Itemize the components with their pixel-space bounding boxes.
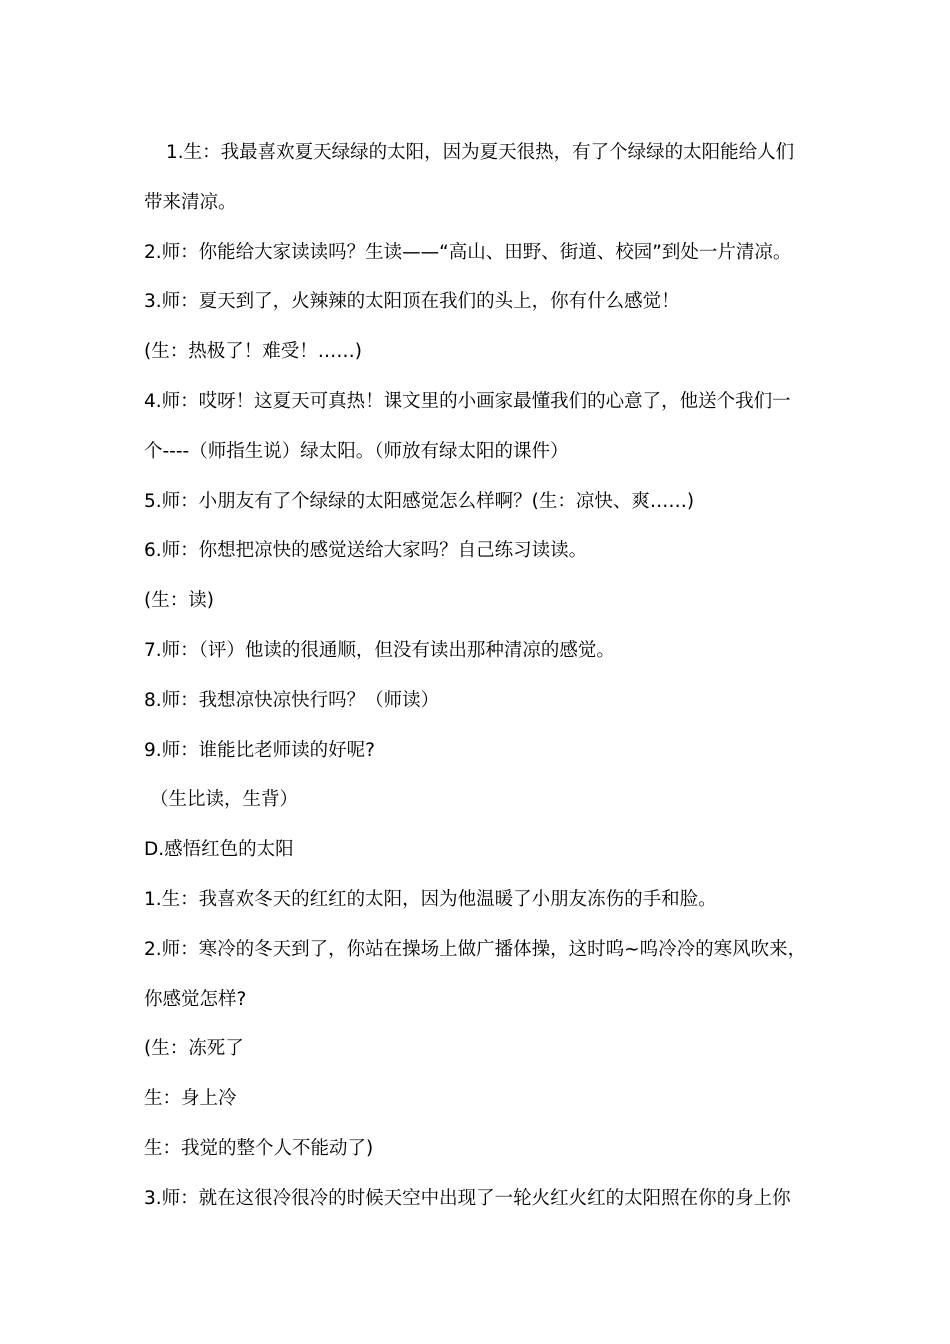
- text-line: 3.师：夏天到了，火辣辣的太阳顶在我们的头上，你有什么感觉！: [144, 291, 680, 313]
- text-line: 带来清凉。: [144, 191, 237, 213]
- text-line: （生比读，生背）: [150, 789, 299, 811]
- text-line: 2.师：你能给大家读读吗？生读——“高山、田野、街道、校园”到处一片清凉。: [144, 241, 792, 263]
- text-line: (生：热极了！难受！……): [144, 341, 362, 363]
- text-line: 3.师：就在这很冷很冷的时候天空中出现了一轮火红火红的太阳照在你的身上你: [144, 1187, 791, 1209]
- text-line: 7.师：（评）他读的很通顺，但没有读出那种清凉的感觉。: [144, 639, 615, 661]
- text-line: 生：身上冷: [144, 1088, 237, 1110]
- text-line: 6.师：你想把凉快的感觉送给大家吗？自己练习读读。: [144, 540, 588, 562]
- text-line: 9.师：谁能比老师读的好呢?: [144, 739, 375, 761]
- text-line: 2.师：寒冷的冬天到了，你站在操场上做广播体操，这时呜~呜冷冷的寒风吹来，: [144, 938, 807, 960]
- document-body: [144, 128, 816, 1224]
- text-line: (生：读): [144, 590, 214, 612]
- section-heading: D.感悟红色的太阳: [144, 839, 294, 861]
- text-line: 8.师：我想凉快凉快行吗？（师读）: [144, 689, 440, 711]
- text-line: 你感觉怎样?: [144, 988, 247, 1010]
- text-line: (生：冻死了: [144, 1038, 244, 1060]
- text-line: 5.师：小朋友有了个绿绿的太阳感觉怎么样啊？(生：凉快、爽……): [144, 490, 695, 512]
- text-line: 个----（师指生说）绿太阳。（师放有绿太阳的课件）: [144, 440, 569, 462]
- text-line: 1.生：我最喜欢夏天绿绿的太阳，因为夏天很热，有了个绿绿的太阳能给人们: [166, 142, 795, 163]
- text-line: 生：我觉的整个人不能动了): [144, 1137, 374, 1159]
- text-line: 1.生：我喜欢冬天的红红的太阳，因为他温暖了小朋友冻伤的手和脸。: [144, 888, 717, 910]
- text-line: 4.师：哎呀！这夏天可真热！课文里的小画家最懂我们的心意了，他送个我们一: [144, 390, 791, 412]
